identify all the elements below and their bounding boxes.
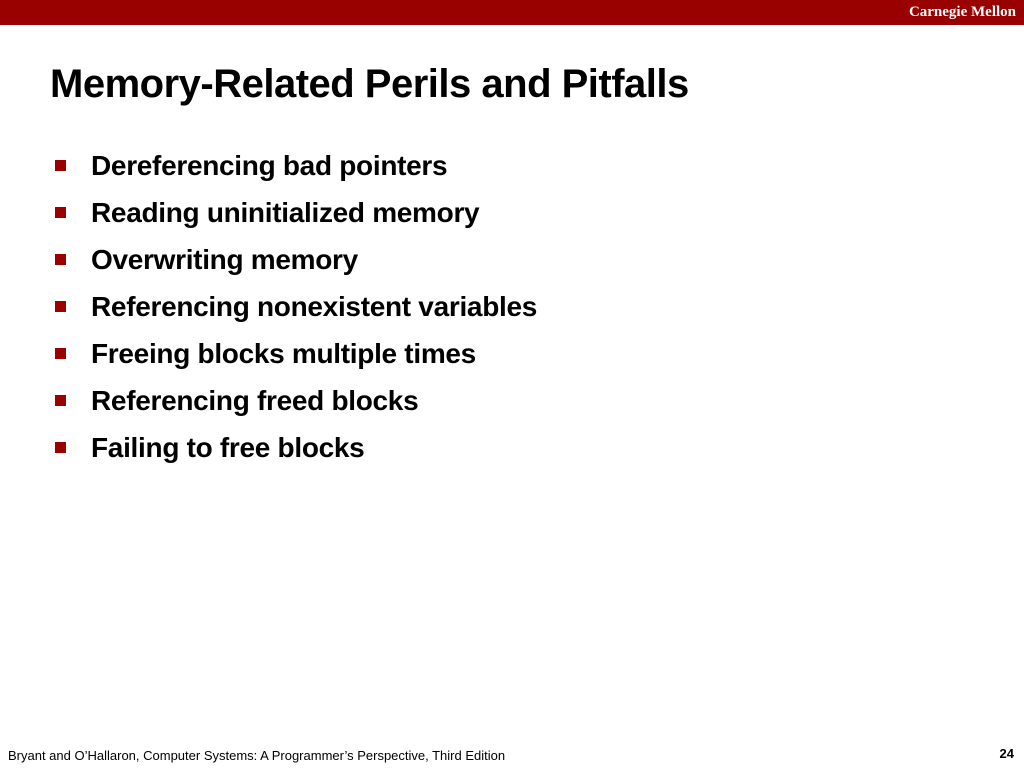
bullet-item (55, 330, 537, 377)
bullet-text: Dereferencing bad pointers (91, 149, 448, 181)
square-bullet-icon (55, 348, 66, 359)
square-bullet-icon (55, 442, 66, 453)
bullet-list (55, 142, 537, 471)
bullet-text: Failing to free blocks (91, 431, 365, 463)
bullet-item (55, 424, 537, 471)
bullet-item (55, 377, 537, 424)
square-bullet-icon (55, 160, 66, 171)
footer-citation: Bryant and O’Hallaron, Computer Systems: A Programmer’s Perspective, Third Edition (8, 748, 506, 763)
bullet-item (55, 236, 537, 283)
page-number: 24 (999, 746, 1014, 761)
bullet-item (55, 283, 537, 330)
bullet-item (55, 189, 537, 236)
bullet-text: Reading uninitialized memory (91, 196, 480, 228)
bullet-text: Freeing blocks multiple times (91, 337, 476, 369)
square-bullet-icon (55, 301, 66, 312)
bullet-text: Referencing freed blocks (91, 384, 419, 416)
square-bullet-icon (55, 395, 66, 406)
bullet-text: Overwriting memory (91, 243, 358, 275)
square-bullet-icon (55, 207, 66, 218)
square-bullet-icon (55, 254, 66, 265)
bullet-text: Referencing nonexistent variables (91, 290, 538, 322)
slide-title: Memory-Related Perils and Pitfalls (50, 62, 689, 106)
institution-name: Carnegie Mellon (908, 4, 1016, 20)
bullet-item (55, 142, 537, 189)
header-bar (0, 0, 1024, 25)
